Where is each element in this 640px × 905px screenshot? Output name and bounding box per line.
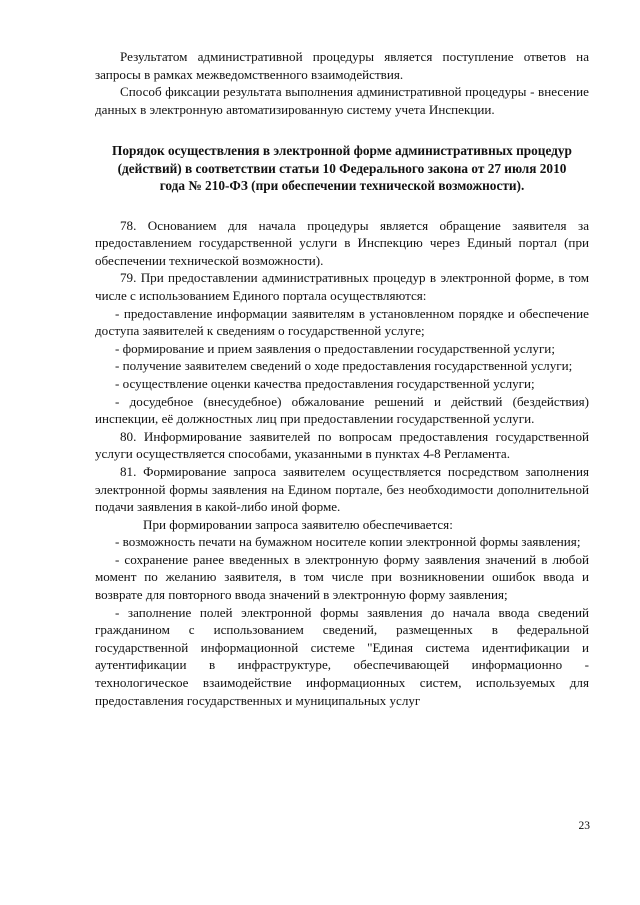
list-item: - досудебное (внесудебное) обжалование решений и действий (бездействия) инспекции, её должностных лиц при предоставлении государственной услуги. xyxy=(95,393,589,427)
paragraph-81-intro: При формировании запроса заявителю обеспечивается: xyxy=(143,516,453,532)
paragraph-result-2: Способ фиксации результата выполнения административной процедуры - внесение данных в электронную автоматизированную систему учета Инспекции. xyxy=(95,84,589,117)
list-item: - сохранение ранее введенных в электронную форму заявления значений в любой момент по желанию заявителя, в том числе при возникновении ошибок ввода и возврате для повторного ввода значений в электронную форму заявления; xyxy=(95,551,589,603)
paragraph-81: 81. Формирование запроса заявителем осуществляется посредством заполнения электронной формы заявления на Едином портале, без необходимости дополнительной подачи заявления в какой-либо иной форме. xyxy=(95,463,589,515)
list-item: - предоставление информации заявителям в установленном порядке и обеспечение доступа заявителей к сведениям о государственной услуге; xyxy=(95,305,589,339)
paragraph-78: 78. Основанием для начала процедуры является обращение заявителя за предоставлением государственной услуги в Инспекцию через Единый портал (при обеспечении технической возможности). xyxy=(95,217,589,268)
list-item: - формирование и прием заявления о предоставлении государственной услуги; xyxy=(115,340,555,356)
list-item: - получение заявителем сведений о ходе предоставления государственной услуги; xyxy=(115,358,573,374)
page-number: 23 xyxy=(578,820,590,832)
list-item: - осуществление оценки качества предоставления государственной услуги; xyxy=(115,375,535,391)
section-heading: Порядок осуществления в электронной форме административных процедур (действий) в соответствии статьи 10 Федерального закона от 27 июля 2010 года № 210-ФЗ (при обеспечении технической возможности). xyxy=(112,143,572,194)
list-item: - возможность печати на бумажном носителе копии электронной формы заявления; xyxy=(115,534,581,550)
paragraph-79: 79. При предоставлении административных процедур в электронной форме, в том числе с использованием Единого портала осуществляются: xyxy=(95,270,589,303)
paragraph-result-1: Результатом административной процедуры является поступление ответов на запросы в рамках межведомственного взаимодействия. xyxy=(95,49,589,82)
list-item: - заполнение полей электронной формы заявления до начала ввода сведений гражданином с использованием сведений, размещенных в федеральной государственной информационной системе "Единая система идентификации и аутентификации в инфраструктуре, обеспечивающей информационно - технологическое взаимодействие информационных систем, используемых для предоставления государственных и муниципальных услуг xyxy=(95,604,589,708)
document-page xyxy=(95,48,589,709)
paragraph-80: 80. Информирование заявителей по вопросам предоставления государственной услуги осуществляется способами, указанными в пунктах 4-8 Регламента. xyxy=(95,428,589,462)
